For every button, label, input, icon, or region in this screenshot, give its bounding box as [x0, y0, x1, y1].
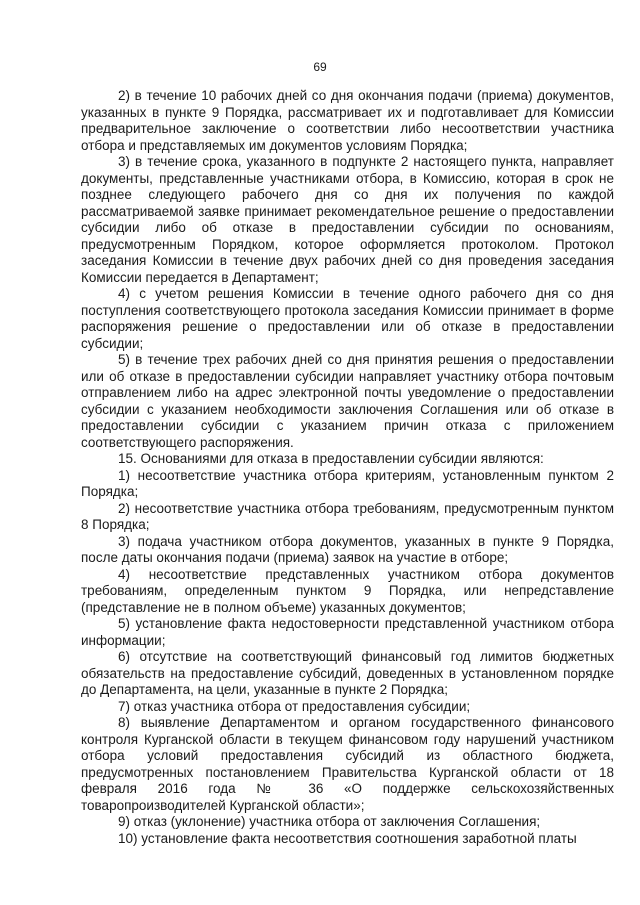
paragraph-4: 5) в течение трех рабочих дней со дня принятия решения о предоставлении или об отказе в предоставлении субсидии направляет участнику отбора почтовым отправлением либо на адрес электронной почты уведомление о предоставлении субсидии с указанием необходимости заключения Соглашения или об отказе в предоставлении субсидии с указанием причин отказа с приложением соответствующего распоряжения.: [81, 352, 614, 450]
paragraph-11: 6) отсутствие на соответствующий финансовый год лимитов бюджетных обязательств на предоставление субсидий, доведенных в установленном порядке до Департамента, на цели, указанные в пункте 2 Порядка;: [81, 649, 614, 697]
paragraph-8: 3) подача участником отбора документов, указанных в пункте 9 Порядка, после даты окончания подачи (приема) заявок на участие в отборе;: [81, 533, 614, 565]
paragraph-10: 5) установление факта недостоверности представленной участником отбора информации;: [81, 616, 614, 648]
paragraph-9: 4) несоответствие представленных участником отбора документов требованиям, определенным пунктом 9 Порядка, или непредставление (представление не в полном объеме) указанных документов;: [81, 566, 614, 615]
paragraph-14: 9) отказ (уклонение) участника отбора от заключения Соглашения;: [118, 814, 541, 829]
paragraph-12: 7) отказ участника отбора от предоставления субсидии;: [118, 698, 471, 714]
paragraph-7: 2) несоответствие участника отбора требованиям, предусмотренным пунктом 8 Порядка;: [81, 500, 614, 532]
paragraph-5: 15. Основаниями для отказа в предоставлении субсидии являются:: [118, 451, 544, 466]
document-body: [81, 88, 614, 847]
paragraph-1: 2) в течение 10 рабочих дней со дня окончания подачи (приема) документов, указанных в пункте 9 Порядка, рассматривает их и подготавливает для Комиссии предварительное заключение о соответствии либо несоответствии участника отбора и представляемых им документов условиям Порядка;: [81, 88, 614, 153]
paragraph-6: 1) несоответствие участника отбора критериям, установленным пунктом 2 Порядка;: [81, 467, 614, 499]
paragraph-2: 3) в течение срока, указанного в подпункте 2 настоящего пункта, направляет документы, представленные участниками отбора, в Комиссию, которая в срок не позднее следующего рабочего дня со дня их получения по каждой рассматриваемой заявке принимает рекомендательное решение о предоставлении субсидии либо об отказе в предоставлении субсидии по основаниям, предусмотренным Порядком, которое оформляется протоколом. Протокол заседания Комиссии в течение двух рабочих дней со дня проведения заседания Комиссии передается в Департамент;: [81, 154, 614, 285]
paragraph-13: 8) выявление Департаментом и органом государственного финансового контроля Курганской области в текущем финансовом году нарушений участником отбора условий предоставления субсидий из областного бюджета, предусмотренных постановлением Правительства Курганской области от 18 февраля 2016 года № 36 «О поддержке сельскохозяйственных товаропроизводителей Курганской области»;: [81, 715, 614, 813]
paragraph-15: 10) установление факта несоответствия соотношения заработной платы: [118, 830, 577, 846]
page-number: 69: [313, 60, 327, 74]
paragraph-3: 4) с учетом решения Комиссии в течение одного рабочего дня со дня поступления соответствующего протокола заседания Комиссии принимает в форме распоряжения решение о предоставлении или об отказе в предоставлении субсидии;: [81, 286, 614, 351]
